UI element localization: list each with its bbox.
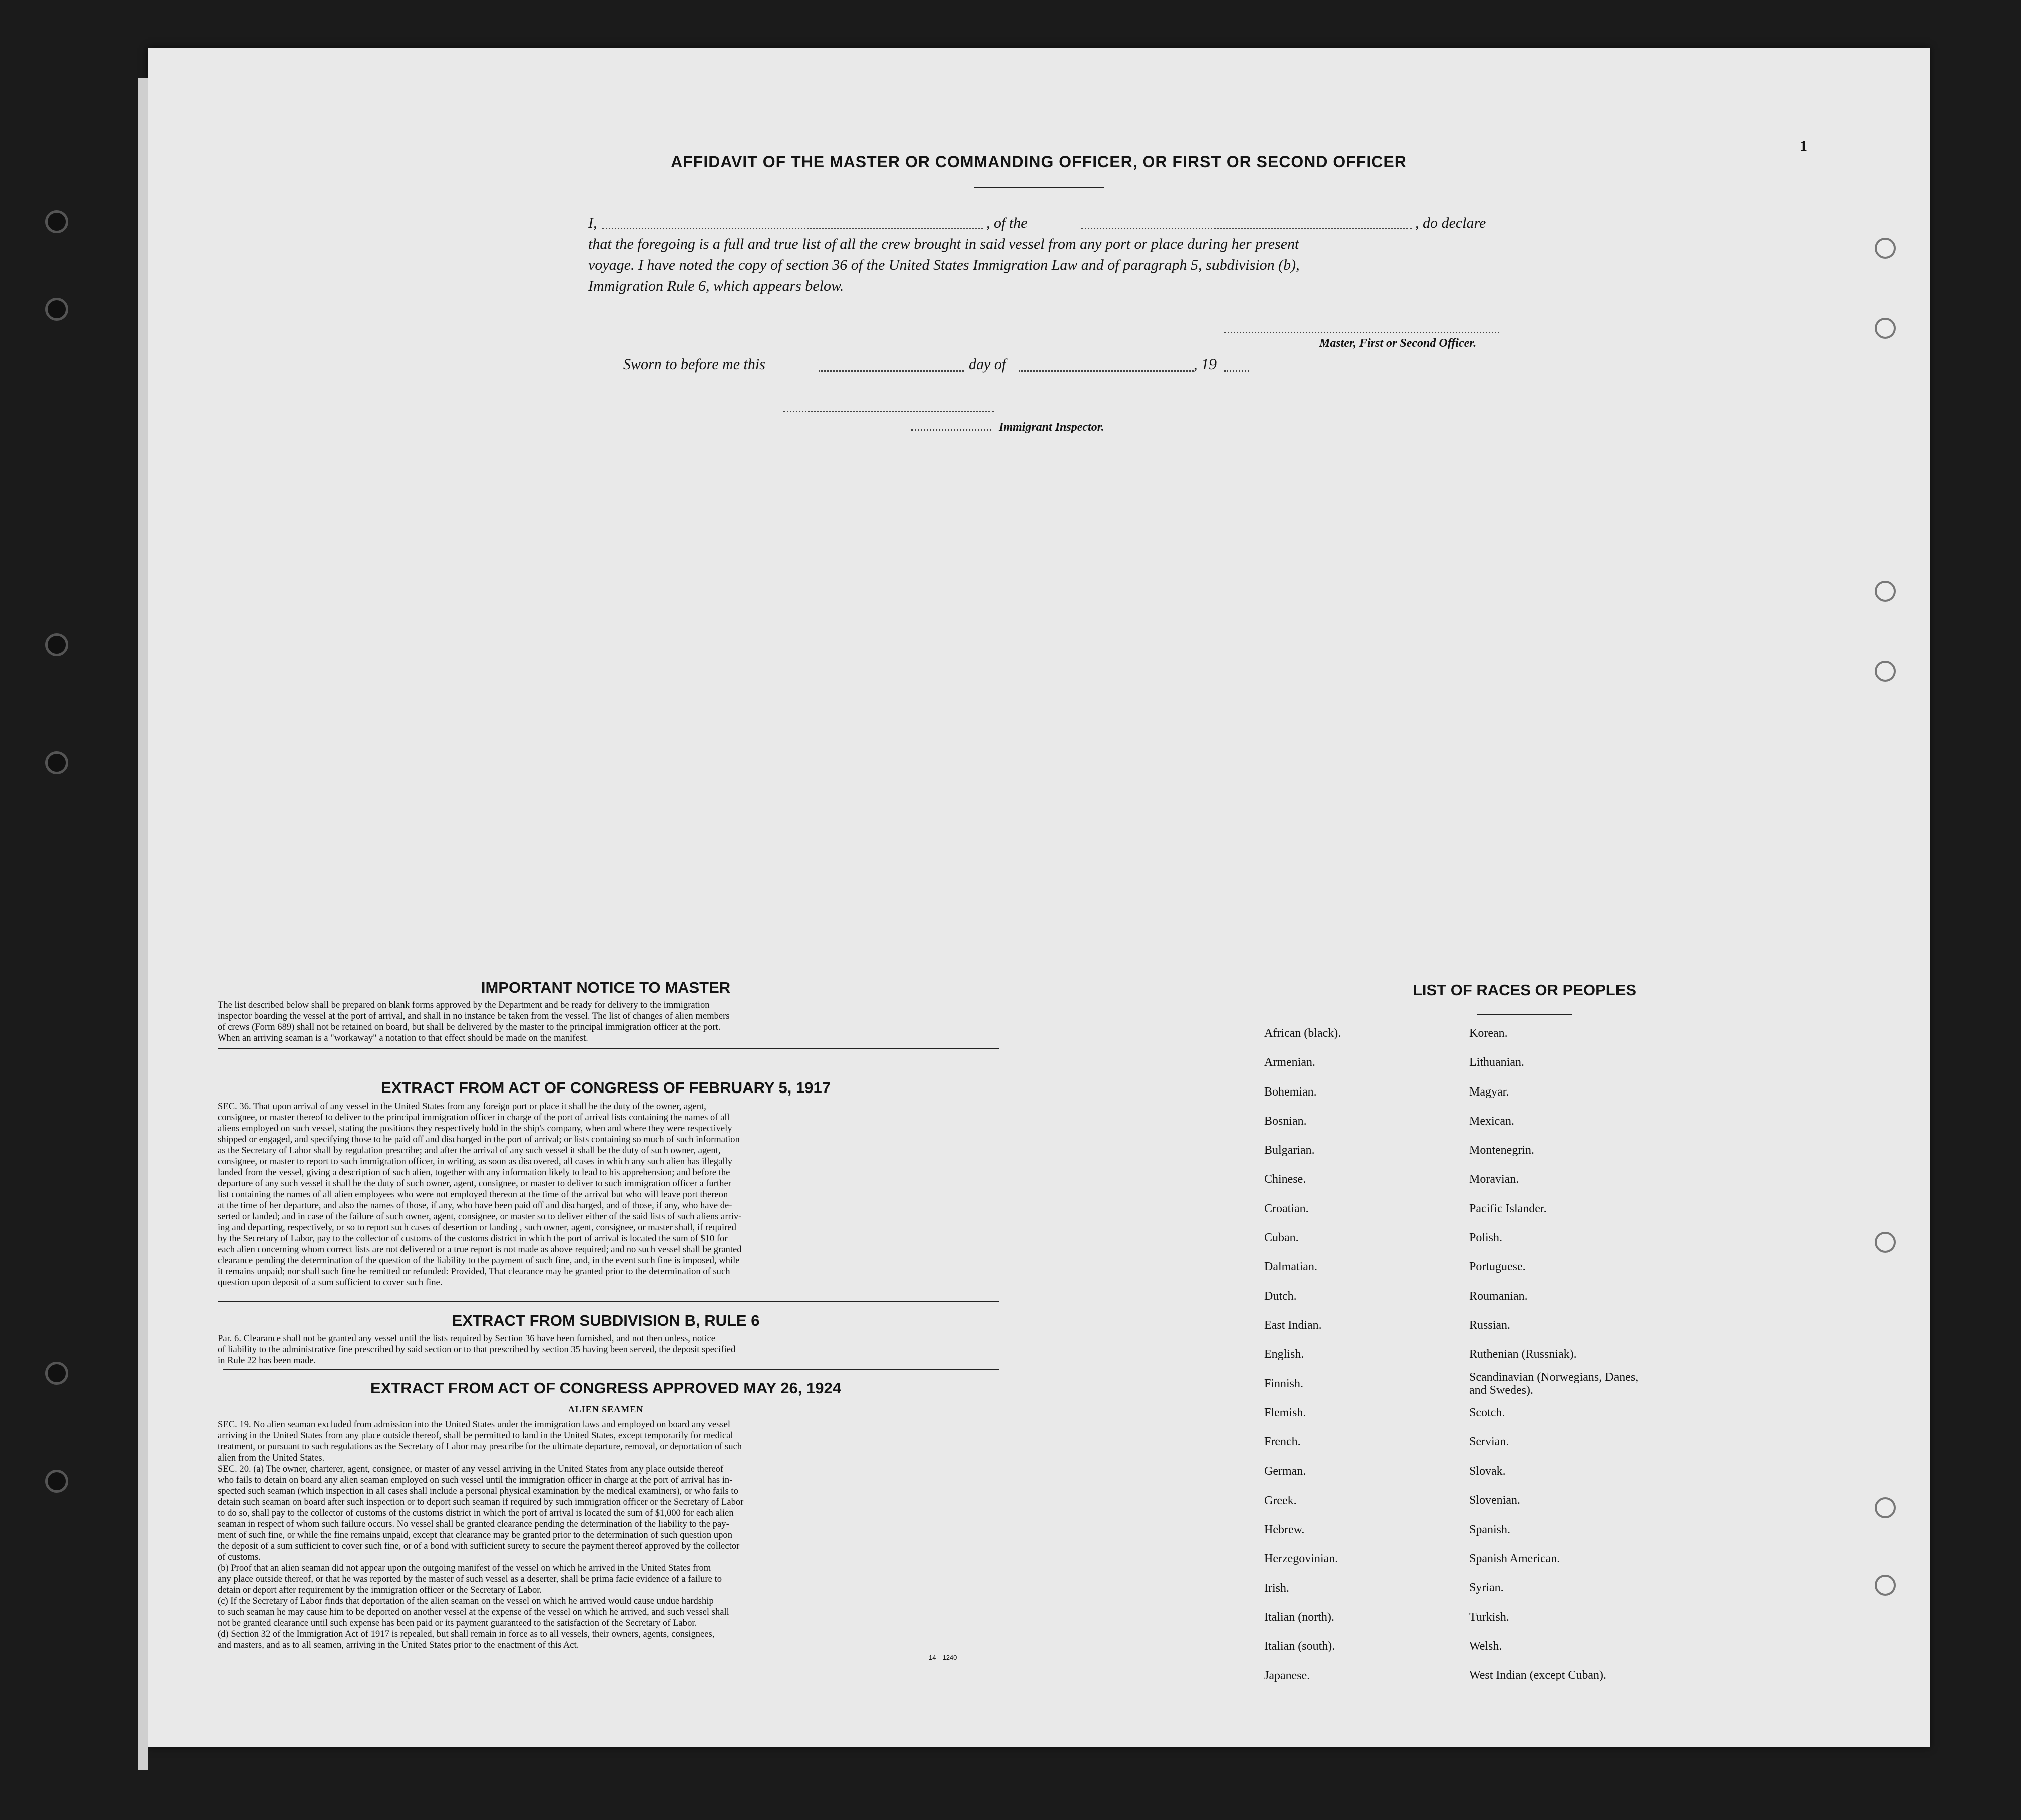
race-item: Herzegovinian. — [1264, 1552, 1338, 1566]
race-item: Magyar. — [1469, 1085, 1509, 1099]
punch-hole — [1875, 318, 1896, 339]
race-item: Polish. — [1469, 1231, 1503, 1245]
extract-1924-title: EXTRACT FROM ACT OF CONGRESS APPROVED MAY 26, 1924 — [370, 1379, 841, 1397]
race-item: Hebrew. — [1264, 1523, 1305, 1537]
rule6-body: Par. 6. Clearance shall not be granted any vessel until the lists required by Section 36 have been furnished, and not then unless, notice of liability to the administrative fine prescribed by said section or to that prescribed by section 35 having been served, the deposit specified in Rule 22 has been made. — [218, 1333, 736, 1366]
punch-hole — [1875, 581, 1896, 602]
race-item: Servian. — [1469, 1435, 1509, 1448]
race-item: English. — [1264, 1348, 1304, 1361]
race-item: French. — [1264, 1435, 1301, 1449]
affidavit-do-declare: , do declare — [1415, 215, 1486, 231]
race-item: Scotch. — [1469, 1406, 1505, 1419]
binder-hole — [45, 298, 68, 321]
races-right-column — [1469, 1019, 1650, 1690]
alien-seamen-subtitle: ALIEN SEAMEN — [568, 1404, 644, 1414]
punch-hole — [1875, 1497, 1896, 1518]
inspector-label: Immigrant Inspector. — [999, 421, 1104, 434]
races-title: LIST OF RACES OR PEOPLES — [1412, 981, 1637, 999]
race-item: East Indian. — [1264, 1318, 1322, 1332]
extract-1924-body: SEC. 19. No alien seaman excluded from admission into the United States under the immigration laws and employed on board any vessel arriving in the United States from any place outside thereof, shall be permitted to land in the United States, except temporarily for medical treatment, or pursuant to such regulations as the Secretary of Labor may prescribe for the ultimate departure, removal, or deportation of such alien from the United States. SEC. 20. (a) The owner, charterer, agent, consignee, or master of any vessel arriving in the United States from any place outside thereof who fails to detain on board any alien seaman employed on such vessel until the immigration officer in charge at the port of arrival has in- spected such seaman (which inspection in all cases shall include a personal physical examination by the medical examiners), or who fails to detain such seaman on board after such inspection or to deport such seaman if required by such immigration officer or the Secretary of Labor to do so, shall pay to the collector of customs of the customs district in which the port of arrival is located the sum of $1,000 for each alien seaman in respect of whom such failure occurs. No vessel shall be granted clearance pending the determination of the liability to the pay- ment of such fine, or while the fine remains unpaid, except that clearance may be granted prior to the determination of such question upon the deposit of a sum sufficient to cover such fine, or of a bond with sufficient surety to secure the payment thereof approved by the collector of customs. (b) Proof that an alien seaman did not appear upon the outgoing manifest of the vessel on which he arrived in the United States from any place outside thereof, or that he was reported by the master of such vessel as a deserter, shall be prima facie evidence of a failure to detain or deport after requirement by the immigration officer or the Secretary of Labor. (c) If the Secretary of Labor finds that deportation of the alien seaman on the vessel on which he arrived would cause undue hardship to such seaman he may cause him to be deported on another vessel at the expense of the vessel on which he arrived, and such vessel shall not be granted clearance until such expense has been paid or its payment guaranteed to the satisfaction of the Secretary of Labor. (d) Section 32 of the Immigration Act of 1917 is repealed, but shall remain in force as to all vessels, their owners, agents, consignees, and masters, and as to all seamen, arriving in the United States prior to the enactment of this Act. — [218, 1419, 744, 1650]
binder-hole — [45, 210, 68, 233]
race-item: Bosnian. — [1264, 1114, 1307, 1128]
race-item: German. — [1264, 1465, 1306, 1478]
race-item: Dalmatian. — [1264, 1260, 1317, 1274]
races-left-column — [1264, 1019, 1341, 1690]
form-number: 14—1240 — [929, 1654, 957, 1661]
race-item: Italian (south). — [1264, 1640, 1335, 1653]
race-item: Japanese. — [1264, 1669, 1310, 1682]
race-item: Slovak. — [1469, 1465, 1506, 1478]
race-item: Slovenian. — [1469, 1494, 1520, 1507]
affidavit-line-3: voyage. I have noted the copy of section 36 of the United States Immigration Law and of paragraph 5, subdivision (b), — [588, 257, 1300, 273]
page-number: 1 — [1800, 138, 1807, 154]
race-item: Turkish. — [1469, 1610, 1509, 1624]
race-item: Irish. — [1264, 1581, 1289, 1595]
affidavit-line-4: Immigration Rule 6, which appears below. — [588, 278, 844, 294]
race-item: Syrian. — [1469, 1581, 1504, 1595]
race-item: Mexican. — [1469, 1114, 1514, 1128]
extract-1917-body: SEC. 36. That upon arrival of any vessel in the United States from any foreign port or place it shall be the duty of the owner, agent, consignee, or master thereof to deliver to the principal immigration officer in charge of the port of arrival lists containing the names of all aliens employed on such vessel, stating the positions they respectively hold in the ship's company, when and where they were respectively shipped or engaged, and specifying those to be paid off and discharged in the port of arrival; or lists containing so much of such information as the Secretary of Labor shall by regulation prescribe; and after the arrival of any such vessel it shall be the duty of such owner, agent, consignee, or master to report to such immigration officer, in writing, as soon as discovered, all cases in which any such alien has illegally landed from the vessel, giving a description of such alien, together with any information likely to lead to his apprehension; and before the departure of any such vessel it shall be the duty of such owner, agent, consignee, or master to deliver to such immigration officer a further list containing the names of all alien employees who were not employed thereon at the time of the arrival but who will leave port thereon at the time of her departure, and also the names of those, if any, who have been paid off and discharged, and of those, if any, who have de- serted or landed; and in case of the failure of such owner, agent, consignee, or master so to deliver either of the said lists of such aliens arriv- ing and departing, respectively, or so to report such cases of desertion or landing , such owner, agent, consignee, or master shall, if required by the Secretary of Labor, pay to the collector of customs of the customs district in which the port of arrival is located the sum of $10 for each alien concerning whom correct lists are not delivered or a true report is not made as above required; and no such vessel shall be granted clearance pending the determination of the question of the liability to the payment of such fine, and, in the event such fine is imposed, while it remains unpaid; nor shall such fine be remitted or refunded: Provided, That clearance may be granted prior to the determination of such question upon deposit of a sum sufficient to cover such fine. — [218, 1101, 742, 1288]
race-item: West Indian (except Cuban). — [1469, 1669, 1606, 1682]
rule6-title: EXTRACT FROM SUBDIVISION B, RULE 6 — [452, 1312, 760, 1329]
affidavit-i-label: I, — [588, 215, 597, 231]
race-item: Russian. — [1469, 1318, 1511, 1332]
race-item: Croatian. — [1264, 1202, 1309, 1215]
sworn-label: Sworn to before me this — [623, 356, 765, 373]
race-item: Portuguese. — [1469, 1260, 1526, 1274]
race-item: African (black). — [1264, 1027, 1341, 1040]
race-item: Spanish American. — [1469, 1552, 1560, 1566]
race-item: Greek. — [1264, 1494, 1297, 1507]
race-item: Spanish. — [1469, 1523, 1511, 1536]
race-item: Montenegrin. — [1469, 1144, 1534, 1157]
punch-hole — [1875, 1575, 1896, 1596]
binder-hole — [45, 633, 68, 656]
race-item: Lithuanian. — [1469, 1056, 1524, 1069]
document-page — [148, 48, 1930, 1747]
punch-hole — [1875, 1232, 1896, 1253]
race-item: Bohemian. — [1264, 1085, 1317, 1099]
punch-hole — [1875, 238, 1896, 259]
affidavit-line-2: that the foregoing is a full and true list of all the crew brought in said vessel from any port or place during her present — [588, 236, 1299, 252]
race-item: Scandinavian (Norwegians, Danes, and Swedes). — [1469, 1370, 1639, 1397]
race-item: Ruthenian (Russniak). — [1469, 1348, 1577, 1361]
race-item: Italian (north). — [1264, 1610, 1334, 1624]
race-item: Dutch. — [1264, 1289, 1297, 1303]
race-item: Roumanian. — [1469, 1289, 1528, 1303]
binder-hole — [45, 1362, 68, 1385]
race-item: Chinese. — [1264, 1173, 1306, 1186]
race-item: Finnish. — [1264, 1377, 1304, 1390]
day-of-label: day of — [969, 356, 1006, 373]
binder-hole — [45, 1470, 68, 1493]
race-item: Bulgarian. — [1264, 1144, 1315, 1157]
race-item: Welsh. — [1469, 1639, 1502, 1653]
affidavit-title: AFFIDAVIT OF THE MASTER OR COMMANDING OFFICER, OR FIRST OR SECOND OFFICER — [671, 153, 1407, 171]
race-item: Armenian. — [1264, 1056, 1315, 1069]
year-label: , 19 — [1194, 356, 1217, 373]
extract-1917-title: EXTRACT FROM ACT OF CONGRESS OF FEBRUARY 5, 1917 — [381, 1079, 831, 1097]
race-item: Pacific Islander. — [1469, 1202, 1547, 1215]
master-signature-label: Master, First or Second Officer. — [1319, 337, 1477, 350]
race-item: Moravian. — [1469, 1173, 1519, 1186]
notice-body: The list described below shall be prepared on blank forms approved by the Department and be ready for delivery to the immigration inspector boarding the vessel at the port of arrival, and shall in no instance be taken from the vessel. The list of changes of alien members of crews (Form 689) shall not be retained on board, but shall be delivered by the master to the principal immigration officer at the port. When an arriving seaman is a "workaway" a notation to that effect should be made on the manifest. — [218, 1000, 730, 1043]
race-item: Cuban. — [1264, 1231, 1299, 1245]
punch-hole — [1875, 661, 1896, 682]
affidavit-of-the: , of the — [986, 215, 1028, 231]
binder-hole — [45, 751, 68, 774]
notice-title: IMPORTANT NOTICE TO MASTER — [481, 979, 731, 996]
race-item: Flemish. — [1264, 1406, 1306, 1419]
race-item: Korean. — [1469, 1027, 1508, 1040]
